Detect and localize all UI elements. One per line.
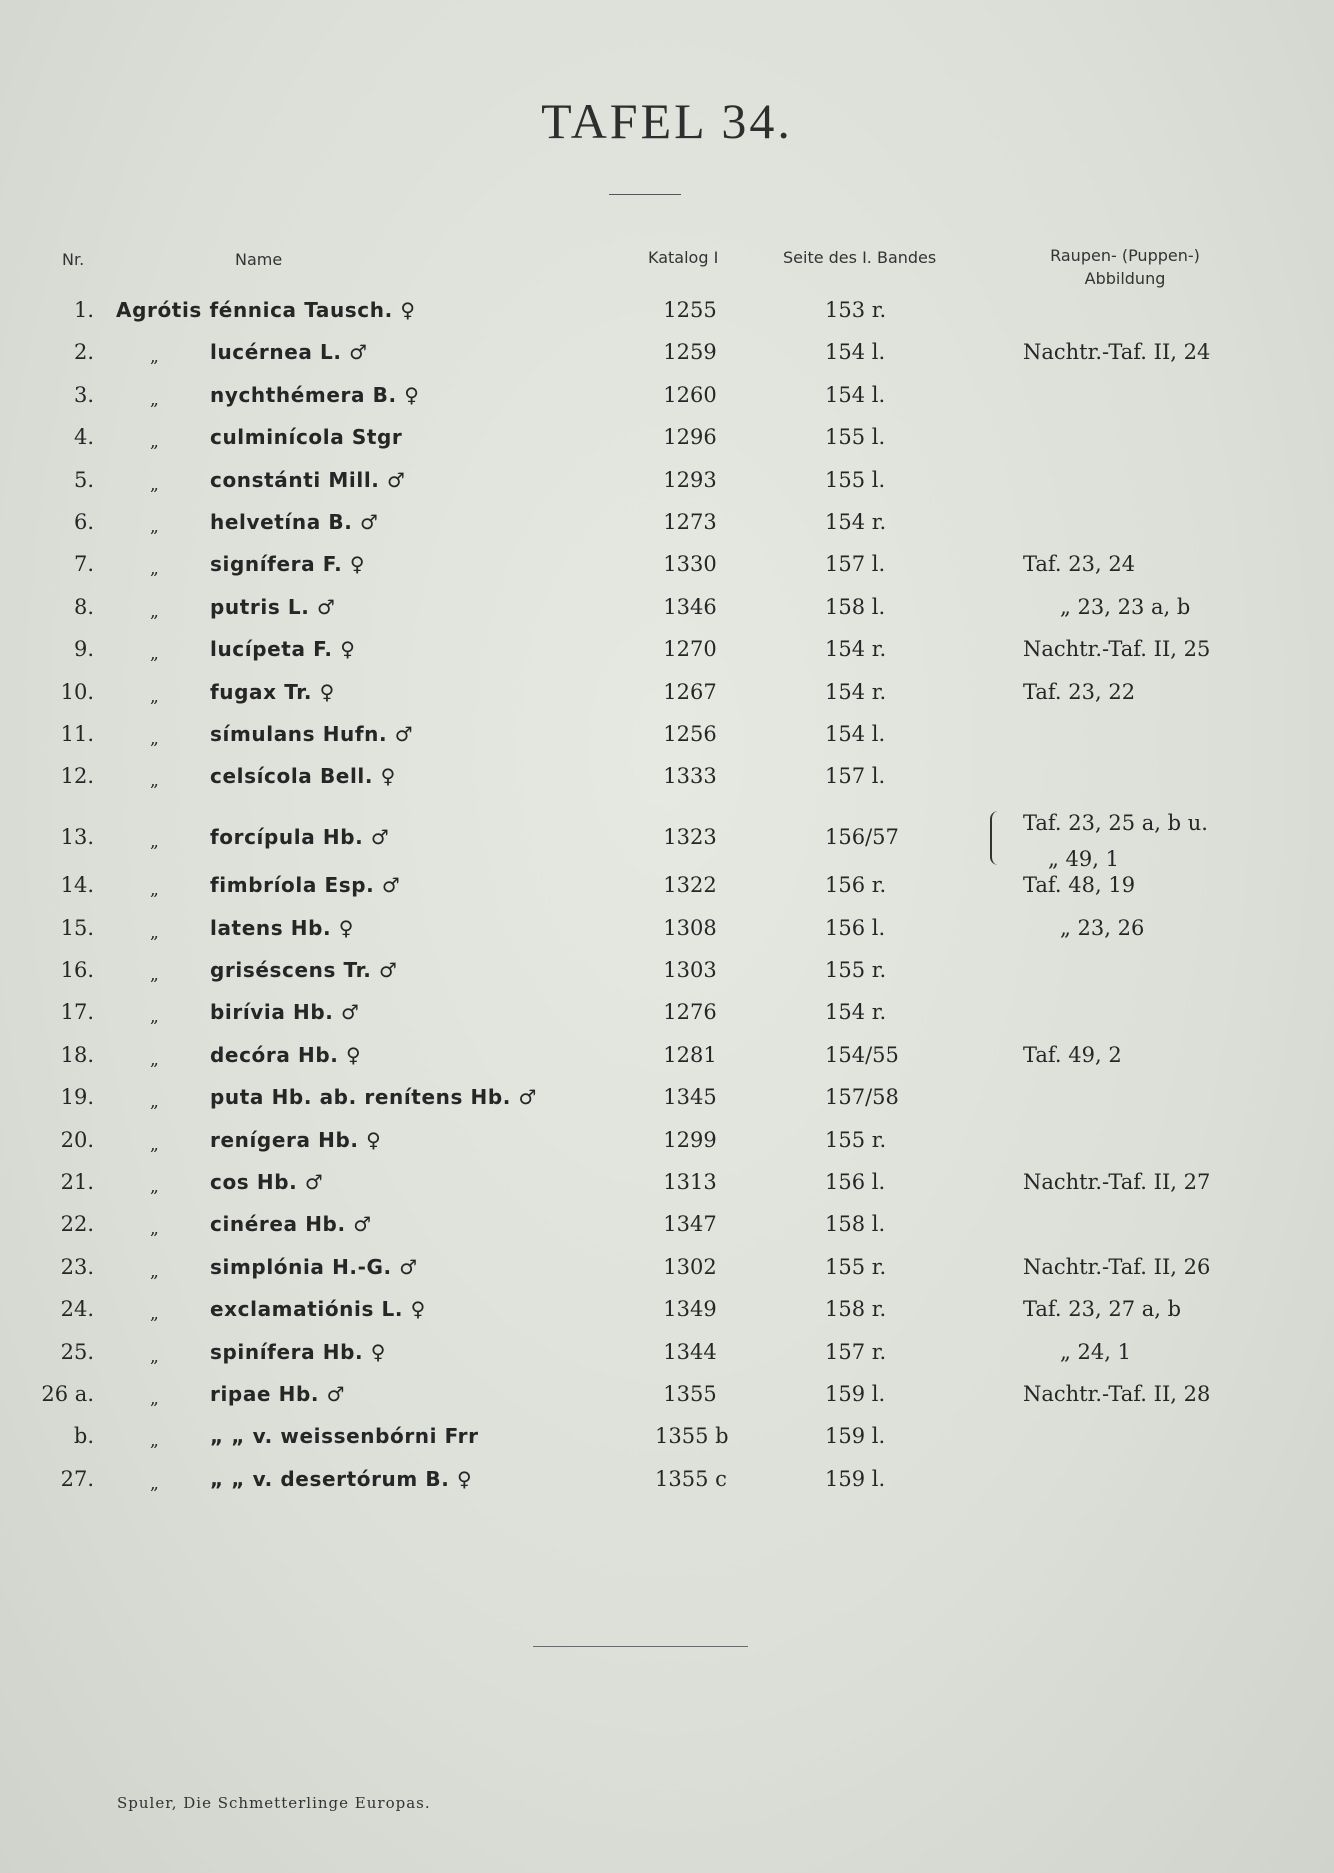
katalog-number: 1345 xyxy=(663,1085,717,1110)
species-name: birívia Hb. ♂ xyxy=(210,1000,360,1025)
table-row xyxy=(0,1465,1334,1507)
page-reference: 155 r. xyxy=(825,958,887,982)
species-name: latens Hb. ♀ xyxy=(210,915,355,940)
species-name: helvetína B. ♂ xyxy=(210,510,379,534)
table-row xyxy=(0,423,1334,465)
species-name: cos Hb. ♂ xyxy=(210,1170,324,1194)
katalog-number: 1308 xyxy=(663,915,717,940)
katalog-number: 1330 xyxy=(663,552,717,577)
header-seite: Seite des I. Bandes xyxy=(783,248,937,267)
page-reference: 157 l. xyxy=(825,552,886,577)
katalog-number: 1273 xyxy=(663,510,717,534)
larva-plate-reference: Taf. 23, 27 a, b xyxy=(1023,1297,1182,1322)
larva-plate-reference: „ 24, 1 xyxy=(1060,1339,1131,1364)
species-name: griséscens Tr. ♂ xyxy=(210,958,398,982)
species-name: puta Hb. ab. renítens Hb. ♂ xyxy=(210,1085,538,1110)
table-row xyxy=(0,381,1334,423)
species-name: forcípula Hb. ♂ xyxy=(210,824,390,849)
ditto-mark: „ xyxy=(150,1007,159,1028)
row-number: 3. xyxy=(73,382,94,407)
row-number: 17. xyxy=(60,1000,94,1025)
page-reference: 155 l. xyxy=(825,425,886,450)
larva-plate-reference-2: „ 49, 1 xyxy=(1048,846,1119,871)
bottom-rule xyxy=(533,1646,748,1647)
katalog-number: 1313 xyxy=(663,1170,717,1194)
page-reference: 154/55 xyxy=(825,1042,899,1067)
row-number: 21. xyxy=(60,1170,94,1194)
katalog-number: 1333 xyxy=(663,764,717,789)
row-number: 6. xyxy=(73,510,94,534)
table-row xyxy=(0,635,1334,677)
title-rule xyxy=(609,194,681,195)
ditto-mark: „ xyxy=(150,1304,159,1325)
table-row xyxy=(0,956,1334,998)
species-name: signífera F. ♀ xyxy=(210,552,366,577)
row-number: 12. xyxy=(60,764,94,789)
page-reference: 157 r. xyxy=(825,1339,887,1364)
ditto-mark: „ xyxy=(150,729,159,749)
ditto-mark: „ xyxy=(150,389,159,410)
page-reference: 157/58 xyxy=(825,1085,899,1110)
ditto-mark: „ xyxy=(150,1177,159,1197)
row-number: 13. xyxy=(60,824,94,849)
row-number: 1. xyxy=(73,298,94,322)
page-reference: 156/57 xyxy=(825,824,899,849)
ditto-mark: „ xyxy=(150,965,159,985)
ditto-mark: „ xyxy=(150,922,159,943)
ditto-mark: „ xyxy=(150,1134,159,1155)
ditto-mark: „ xyxy=(150,1092,159,1113)
larva-plate-reference: „ 23, 26 xyxy=(1060,915,1145,940)
katalog-number: 1270 xyxy=(663,637,717,662)
species-name: constánti Mill. ♂ xyxy=(210,467,406,492)
page-reference: 154 r. xyxy=(825,637,887,662)
table-row xyxy=(0,296,1334,338)
table-row xyxy=(0,1295,1334,1337)
table-row xyxy=(0,762,1334,804)
katalog-number: 1346 xyxy=(663,594,717,619)
species-name: celsícola Bell. ♀ xyxy=(210,764,396,789)
katalog-number: 1281 xyxy=(663,1042,717,1067)
table-row xyxy=(0,1380,1334,1422)
ditto-mark: „ xyxy=(150,559,159,580)
katalog-number: 1296 xyxy=(663,425,717,450)
table-row xyxy=(0,466,1334,508)
larva-plate-reference: Taf. 49, 2 xyxy=(1023,1042,1122,1067)
page-reference: 156 l. xyxy=(825,915,886,940)
ditto-mark: „ xyxy=(150,644,159,665)
page-reference: 154 r. xyxy=(825,1000,887,1025)
row-number: 20. xyxy=(60,1127,94,1152)
ditto-mark: „ xyxy=(150,1431,159,1452)
page-reference: 159 l. xyxy=(825,1466,886,1491)
ditto-mark: „ xyxy=(150,880,159,901)
header-katalog: Katalog I xyxy=(648,248,719,267)
row-number: 15. xyxy=(60,915,94,940)
row-number: b. xyxy=(73,1424,94,1449)
katalog-number: 1299 xyxy=(663,1127,717,1152)
row-number: 18. xyxy=(60,1042,94,1067)
katalog-number: 1355 b xyxy=(655,1424,729,1449)
species-name: decóra Hb. ♀ xyxy=(210,1042,362,1067)
brace-icon xyxy=(990,811,1004,865)
row-number: 8. xyxy=(73,594,94,619)
row-number: 27. xyxy=(60,1466,94,1491)
katalog-number: 1355 xyxy=(663,1382,717,1406)
row-number: 11. xyxy=(60,722,94,746)
larva-plate-reference: Nachtr.-Taf. II, 24 xyxy=(1023,340,1211,365)
katalog-number: 1302 xyxy=(663,1254,717,1279)
larva-plate-reference: Taf. 23, 22 xyxy=(1023,679,1136,704)
species-name: Agrótis fénnica Tausch. ♀ xyxy=(116,298,416,322)
species-name: símulans Hufn. ♂ xyxy=(210,722,414,746)
page-reference: 156 l. xyxy=(825,1170,886,1194)
larva-plate-reference: Nachtr.-Taf. II, 26 xyxy=(1023,1254,1211,1279)
katalog-number: 1322 xyxy=(663,873,717,898)
header-nr: Nr. xyxy=(62,250,85,269)
row-number: 7. xyxy=(73,552,94,577)
table-row xyxy=(0,1422,1334,1464)
header-raupen-line1: Raupen- (Puppen-) xyxy=(1050,246,1200,265)
species-name: cinérea Hb. ♂ xyxy=(210,1212,372,1237)
ditto-mark: „ xyxy=(150,601,159,622)
row-number: 22. xyxy=(60,1212,94,1237)
table-row xyxy=(0,593,1334,635)
page-reference: 159 l. xyxy=(825,1382,886,1406)
page-reference: 158 l. xyxy=(825,1212,886,1237)
page-reference: 154 r. xyxy=(825,510,887,534)
ditto-mark: „ xyxy=(150,1049,159,1070)
row-number: 14. xyxy=(60,873,94,898)
page-reference: 155 r. xyxy=(825,1254,887,1279)
row-number: 25. xyxy=(60,1339,94,1364)
table-row xyxy=(0,720,1334,762)
table-row xyxy=(0,338,1334,380)
table-row xyxy=(0,1126,1334,1168)
katalog-number: 1259 xyxy=(663,340,717,365)
katalog-number: 1323 xyxy=(663,824,717,849)
ditto-mark: „ xyxy=(150,771,159,792)
row-number: 9. xyxy=(73,637,94,662)
katalog-number: 1303 xyxy=(663,958,717,982)
species-name: ripae Hb. ♂ xyxy=(210,1382,346,1406)
katalog-number: 1293 xyxy=(663,467,717,492)
header-raupen-line2: Abbildung xyxy=(1084,269,1166,288)
ditto-mark: „ xyxy=(150,474,159,495)
katalog-number: 1276 xyxy=(663,1000,717,1025)
table-row xyxy=(0,550,1334,592)
table-row xyxy=(0,1083,1334,1125)
page-title: TAFEL 34. xyxy=(541,93,793,149)
species-name: renígera Hb. ♀ xyxy=(210,1127,382,1152)
page-reference: 154 l. xyxy=(825,340,886,365)
species-name: lucípeta F. ♀ xyxy=(210,637,356,662)
header-name: Name xyxy=(235,250,283,269)
table-row xyxy=(0,871,1334,913)
katalog-number: 1355 c xyxy=(655,1466,727,1491)
footer-citation: Spuler, Die Schmetterlinge Europas. xyxy=(117,1794,431,1812)
row-number: 24. xyxy=(60,1297,94,1322)
row-number: 2. xyxy=(73,340,94,365)
page-reference: 159 l. xyxy=(825,1424,886,1449)
page-reference: 158 l. xyxy=(825,594,886,619)
table-row xyxy=(0,810,1334,871)
page-reference: 155 r. xyxy=(825,1127,887,1152)
species-name: lucérnea L. ♂ xyxy=(210,340,368,365)
species-name: putris L. ♂ xyxy=(210,594,336,619)
larva-plate-reference: „ 23, 23 a, b xyxy=(1060,594,1191,619)
species-name: „ „ v. weissenbórni Frr xyxy=(210,1424,479,1449)
ditto-mark: „ xyxy=(150,1261,159,1282)
ditto-mark: „ xyxy=(150,517,159,537)
page-reference: 155 l. xyxy=(825,467,886,492)
page-reference: 157 l. xyxy=(825,764,886,789)
ditto-mark: „ xyxy=(150,1346,159,1367)
larva-plate-reference: Taf. 23, 25 a, b u. xyxy=(1023,810,1208,835)
row-number: 4. xyxy=(73,425,94,450)
row-number: 19. xyxy=(60,1085,94,1110)
larva-plate-reference: Taf. 23, 24 xyxy=(1023,552,1136,577)
table-row xyxy=(0,1338,1334,1380)
ditto-mark: „ xyxy=(150,831,159,852)
species-name: fimbríola Esp. ♂ xyxy=(210,873,401,898)
ditto-mark: „ xyxy=(150,686,159,707)
page-reference: 158 r. xyxy=(825,1297,887,1322)
ditto-mark: „ xyxy=(150,1219,159,1240)
page-reference: 153 r. xyxy=(825,298,887,322)
table-row xyxy=(0,1210,1334,1252)
katalog-number: 1256 xyxy=(663,722,717,746)
larva-plate-reference: Nachtr.-Taf. II, 27 xyxy=(1023,1170,1211,1194)
table-row xyxy=(0,998,1334,1040)
row-number: 23. xyxy=(60,1254,94,1279)
row-number: 5. xyxy=(73,467,94,492)
species-name: „ „ v. desertórum B. ♀ xyxy=(210,1466,473,1491)
katalog-number: 1344 xyxy=(663,1339,717,1364)
katalog-number: 1255 xyxy=(663,298,717,322)
table-row xyxy=(0,914,1334,956)
ditto-mark: „ xyxy=(150,432,159,453)
katalog-number: 1267 xyxy=(663,679,717,704)
species-name: simplónia H.-G. ♂ xyxy=(210,1254,418,1279)
table-row xyxy=(0,1253,1334,1295)
species-name: culminícola Stgr xyxy=(210,425,403,450)
ditto-mark: „ xyxy=(150,347,159,368)
row-number: 26 a. xyxy=(41,1382,94,1406)
ditto-mark: „ xyxy=(150,1473,159,1494)
larva-plate-reference: Nachtr.-Taf. II, 25 xyxy=(1023,637,1211,662)
larva-plate-reference: Taf. 48, 19 xyxy=(1023,873,1136,898)
katalog-number: 1260 xyxy=(663,382,717,407)
table-row xyxy=(0,1041,1334,1083)
species-name: exclamatiónis L. ♀ xyxy=(210,1297,426,1322)
katalog-number: 1347 xyxy=(663,1212,717,1237)
larva-plate-reference: Nachtr.-Taf. II, 28 xyxy=(1023,1382,1211,1406)
katalog-number: 1349 xyxy=(663,1297,717,1322)
table-row xyxy=(0,1168,1334,1210)
header-raupen xyxy=(1020,244,1230,290)
table-row xyxy=(0,508,1334,550)
ditto-mark: „ xyxy=(150,1389,159,1409)
species-name: spinífera Hb. ♀ xyxy=(210,1339,387,1364)
page-reference: 154 l. xyxy=(825,382,886,407)
table-row xyxy=(0,678,1334,720)
species-name: nychthémera B. ♀ xyxy=(210,382,420,407)
row-number: 10. xyxy=(60,679,94,704)
page-reference: 154 l. xyxy=(825,722,886,746)
row-number: 16. xyxy=(60,958,94,982)
page-reference: 156 r. xyxy=(825,873,887,898)
page-reference: 154 r. xyxy=(825,679,887,704)
species-name: fugax Tr. ♀ xyxy=(210,679,335,704)
